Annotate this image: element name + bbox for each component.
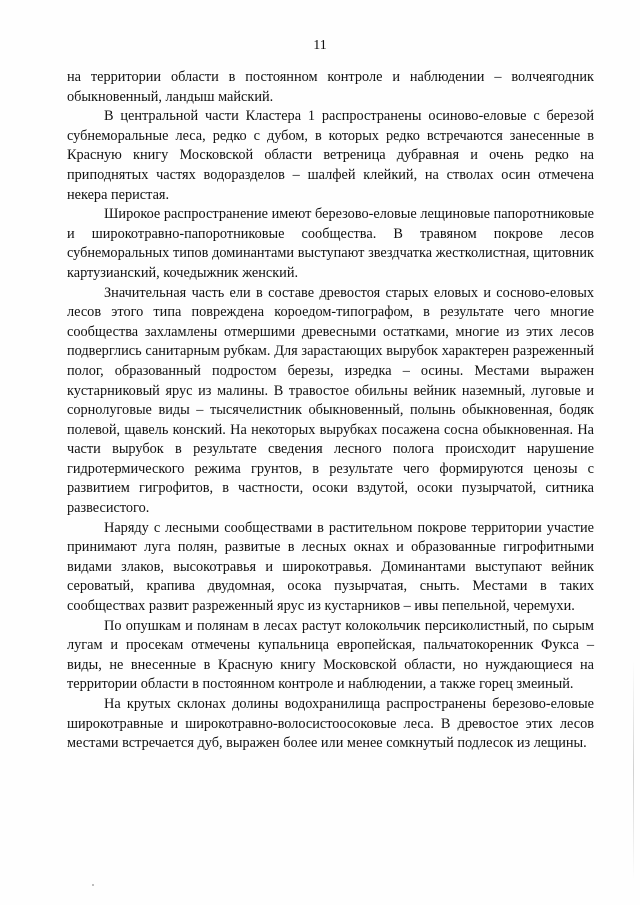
page-number: 11: [313, 38, 327, 53]
paragraph-birch-spruce-communities: Широкое распространение имеют березово-еловые лещиновые папоротниковые и широкотравно-папоротниковые сообщества. В травяном покрове лесов субнеморальных типов доминантами выступают звездчатка жестколистная, щитовник картузианский, кочедыжник женский.: [67, 206, 594, 281]
paragraph-edges-and-clearings: По опушкам и полянам в лесах растут колокольчик персиколистный, по сырым лугам и просекам отмечены купальница европейская, пальчатокоренник Фукса – виды, не внесенные в Красную книгу Московской области, но нуждающиеся на территории области в постоянном контроле и наблюдении, а также горец змеиный.: [67, 617, 594, 693]
paragraph-meadows: Наряду с лесными сообществами в растительном покрове территории участие принимают луга полян, развитые в лесных окнах и образованные гигрофитными видами злаков, высокотравья и широкотравья. Доминантами выступают вейник сероватый, крапива двудомная, осока пузырчатая, сныть. Местами в таких сообществах развит разреженный ярус из кустарников – ивы пепельной, черемухи.: [67, 519, 594, 615]
paragraph-steep-slopes: На крутых склонах долины водохранилища распространены березово-еловые широкотравные и широкотравно-волосистоосоковые леса. В древостое этих лесов местами встречается дуб, выражен более или менее сомкнутый подлесок из лещины.: [67, 696, 594, 752]
paragraph-continuation: на территории области в постоянном контроле и наблюдении – волчеягодник обыкновенный, ландыш майский.: [67, 69, 594, 105]
document-body: [67, 68, 594, 754]
scan-edge-mark: [633, 660, 634, 880]
scan-dot-mark: [92, 884, 94, 886]
paragraph-spruce-damage: Значительная часть ели в составе древостоя старых еловых и сосново-еловых лесов этого типа повреждена короедом-типографом, в результате чего многие сообщества захламлены отмершими древесными остатками, многие из этих лесов подверглись санитарным рубкам. Для зарастающих вырубок характерен разреженный полог, образованный подростом березы, изредка – осины. Местами выражен кустарниковый ярус из малины. В травостое обильны вейник наземный, луговые и сорнолуговые виды – тысячелистник обыкновенный, полынь обыкновенная, бодяк полевой, щавель конский. На некоторых вырубках посажена сосна обыкновенная. На части вырубок в результате сведения лесного полога происходит нарушение гидротермического режима грунтов, в результате чего формируются ценозы с развитием гигрофитов, в частности, осоки вздутой, осоки пузырчатой, ситника развесистого.: [67, 284, 594, 517]
paragraph-central-cluster: В центральной части Кластера 1 распространены осиново-еловые с березой субнеморальные леса, редко с дубом, в которых редко встречаются занесенные в Красную книгу Московской области ветреница дубравная и очень редко на приподнятых частях водоразделов – шалфей клейкий, на стволах осин отмечена некера перистая.: [67, 108, 594, 203]
